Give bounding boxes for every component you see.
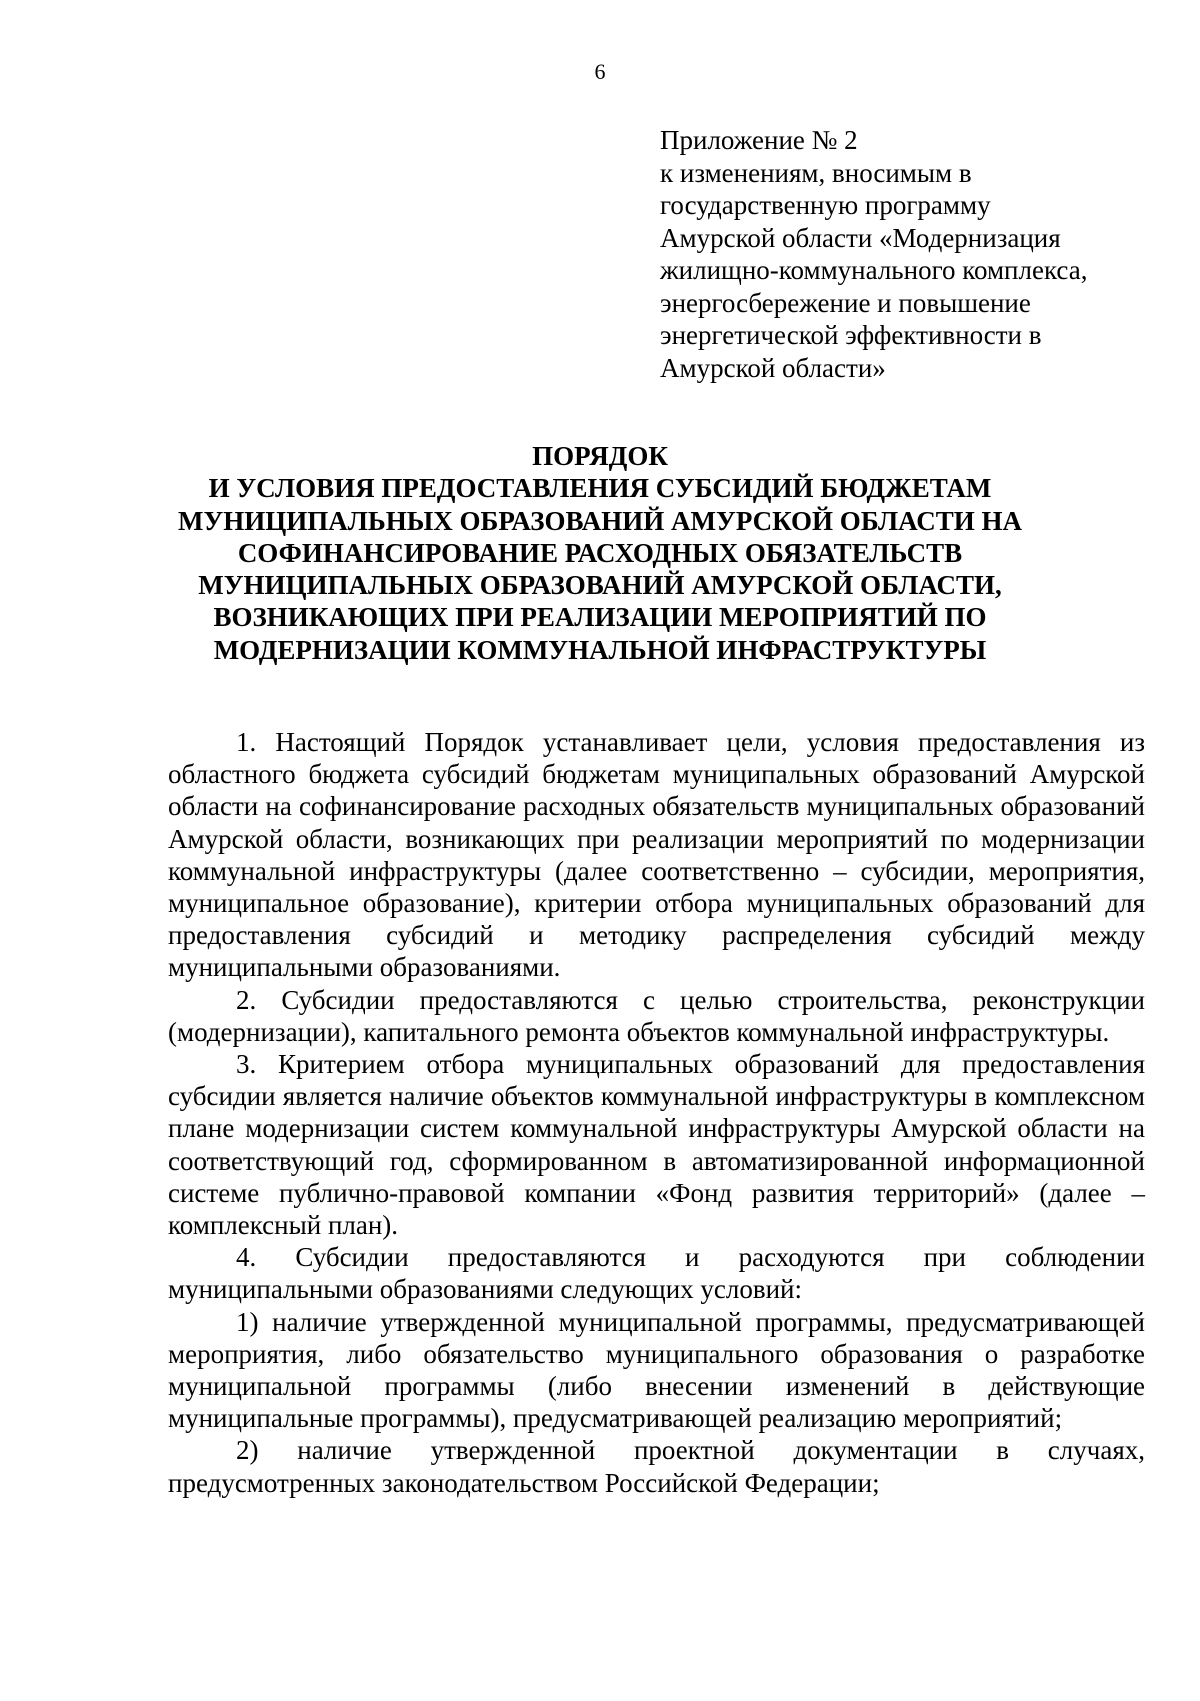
title-line: МОДЕРНИЗАЦИИ КОММУНАЛЬНОЙ ИНФРАСТРУКТУРЫ (213, 634, 987, 665)
title-line: СОФИНАНСИРОВАНИЕ РАСХОДНЫХ ОБЯЗАТЕЛЬСТВ (237, 537, 963, 568)
appendix-line: энергетической эффективности в (660, 320, 1042, 350)
paragraph-4: 4. Субсидии предоставляются и расходуются при соблюдении муниципальными образованиями следующих условий: (168, 1242, 1145, 1305)
title-line: МУНИЦИПАЛЬНЫХ ОБРАЗОВАНИЙ АМУРСКОЙ ОБЛАСТИ, (198, 570, 1002, 601)
paragraph-2: 2. Субсидии предоставляются с целью строительства, реконструкции (модернизации), капитального ремонта объектов коммунальной инфраструктуры. (168, 984, 1145, 1047)
paragraph-1: 1. Настоящий Порядок устанавливает цели, условия предоставления из областного бюджета субсидий бюджетам муниципальных образований Амурской области на софинансирование расходных обязательств муниципальных образований Амурской области, возникающих при реализации мероприятий по модернизации коммунальной инфраструктуры (далее соответственно – субсидии, мероприятия, муниципальное образование), критерии отбора муниципальных образований для предоставления субсидий и методику распределения субсидий между муниципальными образованиями. (168, 727, 1145, 983)
page-number: 6 (594, 59, 606, 84)
appendix-block (660, 124, 1180, 384)
appendix-line: Приложение № 2 (660, 125, 858, 155)
appendix-line: государственную программу (660, 190, 991, 220)
appendix-line: Амурской области» (660, 352, 886, 383)
title-line: МУНИЦИПАЛЬНЫХ ОБРАЗОВАНИЙ АМУРСКОЙ ОБЛАСТИ НА (177, 505, 1023, 536)
document-body (168, 726, 1145, 1499)
document-title (150, 440, 1050, 666)
paragraph-4-item-1: 1) наличие утвержденной муниципальной программы, предусматривающей мероприятия, либо обязательство муниципального образования о разработке муниципальной программы (либо внесении изменений в действующие муниципальные программы), предусматривающей реализацию мероприятий; (168, 1306, 1145, 1434)
title-line: ВОЗНИКАЮЩИХ ПРИ РЕАЛИЗАЦИИ МЕРОПРИЯТИЙ ПО (213, 602, 987, 633)
title-line: И УСЛОВИЯ ПРЕДОСТАВЛЕНИЯ СУБСИДИЙ БЮДЖЕТАМ (208, 473, 992, 504)
appendix-line: энергосбережение и повышение (660, 287, 1031, 318)
appendix-line: жилищно-коммунального комплекса, (660, 255, 1088, 285)
paragraph-4-item-2: 2) наличие утвержденной проектной документации в случаях, предусмотренных законодательством Российской Федерации; (168, 1435, 1145, 1498)
paragraph-3: 3. Критерием отбора муниципальных образований для предоставления субсидии является наличие объектов коммунальной инфраструктуры в комплексном плане модернизации систем коммунальной инфраструктуры Амурской области на соответствующий год, сформированном в автоматизированной информационной системе публично-правовой компании «Фонд развития территорий» (далее – комплексный план). (168, 1049, 1145, 1241)
title-line: ПОРЯДОК (532, 441, 668, 471)
appendix-line: к изменениям, вносимым в (660, 157, 972, 188)
appendix-line: Амурской области «Модернизация (660, 222, 1061, 253)
